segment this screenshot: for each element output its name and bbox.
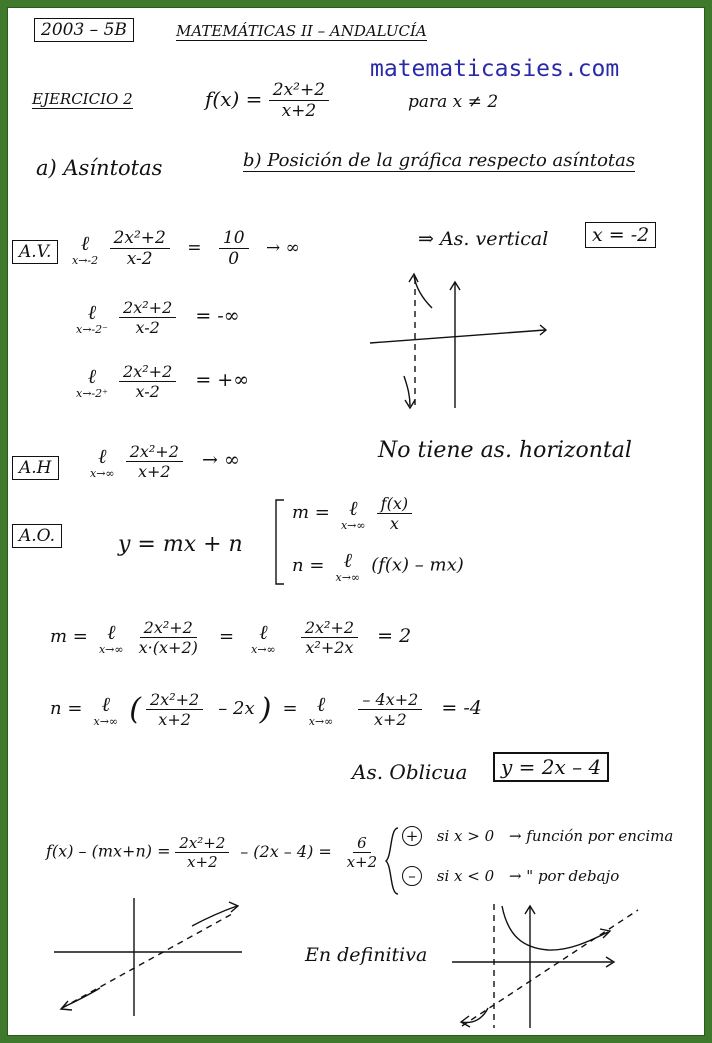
oblique-equation: y = mx + n (118, 532, 243, 557)
function-den: x+2 (281, 101, 317, 121)
function-num: 2x²+2 (269, 80, 329, 101)
exercise-label: EJERCICIO 2 (32, 90, 133, 108)
horizontal-conclusion: No tiene as. horizontal (378, 438, 632, 463)
minus-sign-icon: – (402, 866, 422, 886)
vertical-label: A.V. (12, 240, 58, 264)
vertical-asymptote: x = -2 (585, 222, 656, 248)
n-calculation: n = ℓ x→∞ ( $\frac{\text{2x²+2}}{x+2}$ – 2x ) = ℓ x→∞ $\frac{- 4x+2}{x+2}$ = -4 (50, 690, 482, 729)
plus-sign-icon: + (402, 826, 422, 846)
function-lhs: f(x) = (205, 87, 263, 111)
position-brace (384, 826, 400, 896)
vertical-conclusion: ⇒ As. vertical (418, 228, 549, 250)
final-label: En definitiva (305, 944, 428, 966)
m-definition: m = ℓ x→∞ $\frac{f(x)}{x}$ (292, 494, 412, 533)
vertical-limit-2: ℓ x→-2⁻ $\frac{\text{2x²+2}}{x-2}$ = -∞ (76, 298, 240, 337)
position-case-negative: – si x < 0 → " por debajo (402, 866, 619, 886)
horizontal-limit: ℓ x→∞ $\frac{\text{2x²+2}}{x+2}$ → ∞ (90, 442, 240, 481)
exam-title: MATEMÁTICAS II – ANDALUCÍA (176, 22, 427, 40)
oblique-asymptote: y = 2x – 4 (493, 752, 609, 782)
position-case-positive: + si x > 0 → función por encima (402, 826, 673, 846)
vertical-limit-3: ℓ x→-2⁺ $\frac{\text{2x²+2}}{x-2}$ = +∞ (76, 362, 250, 401)
position-difference: f(x) – (mx+n) = $\frac{\text{2x²+2}}{x+2}$ – (2x – 4) = $\frac{6}{x+2}$ (46, 834, 378, 871)
task-b: b) Posición de la gráfica respecto asíntotas (243, 150, 636, 171)
horizontal-label: A.H (12, 456, 59, 480)
function-definition (205, 80, 329, 121)
oblique-conclusion: As. Oblicua (352, 760, 468, 784)
site-watermark: matematicasies.com (370, 56, 620, 82)
vertical-limit-1: ℓ x→-2 $\frac{\text{2x²+2}}{x-2}$ = $\frac{10}{0}$ → ∞ (72, 228, 300, 269)
final-graph-sketch (448, 896, 648, 1034)
function-fraction (269, 80, 329, 121)
vertical-lim1-fraction: $\frac{\text{2x²+2}}{x-2}$ (110, 228, 170, 269)
oblique-label: A.O. (12, 524, 62, 548)
limit-operator: ℓ x→-2 (72, 230, 99, 267)
task-a: a) Asíntotas (36, 156, 163, 180)
vertical-lim1-value: $\frac{10}{0}$ (219, 228, 249, 269)
m-calculation: m = ℓ x→∞ $\frac{\text{2x²+2}}{x\cdot(x+2)}$ = ℓ x→∞ $\frac{\text{2x²+2}}{\text{x²+2x}}$ = 2 (50, 618, 412, 657)
vertical-asymptote-sketch (360, 268, 560, 418)
oblique-asymptote-sketch (52, 896, 252, 1022)
exam-code: 2003 – 5B (34, 18, 134, 42)
n-definition: n = ℓ x→∞ (f(x) – mx) (292, 548, 464, 584)
function-condition: para x ≠ 2 (408, 92, 499, 112)
oblique-brace (268, 498, 288, 586)
